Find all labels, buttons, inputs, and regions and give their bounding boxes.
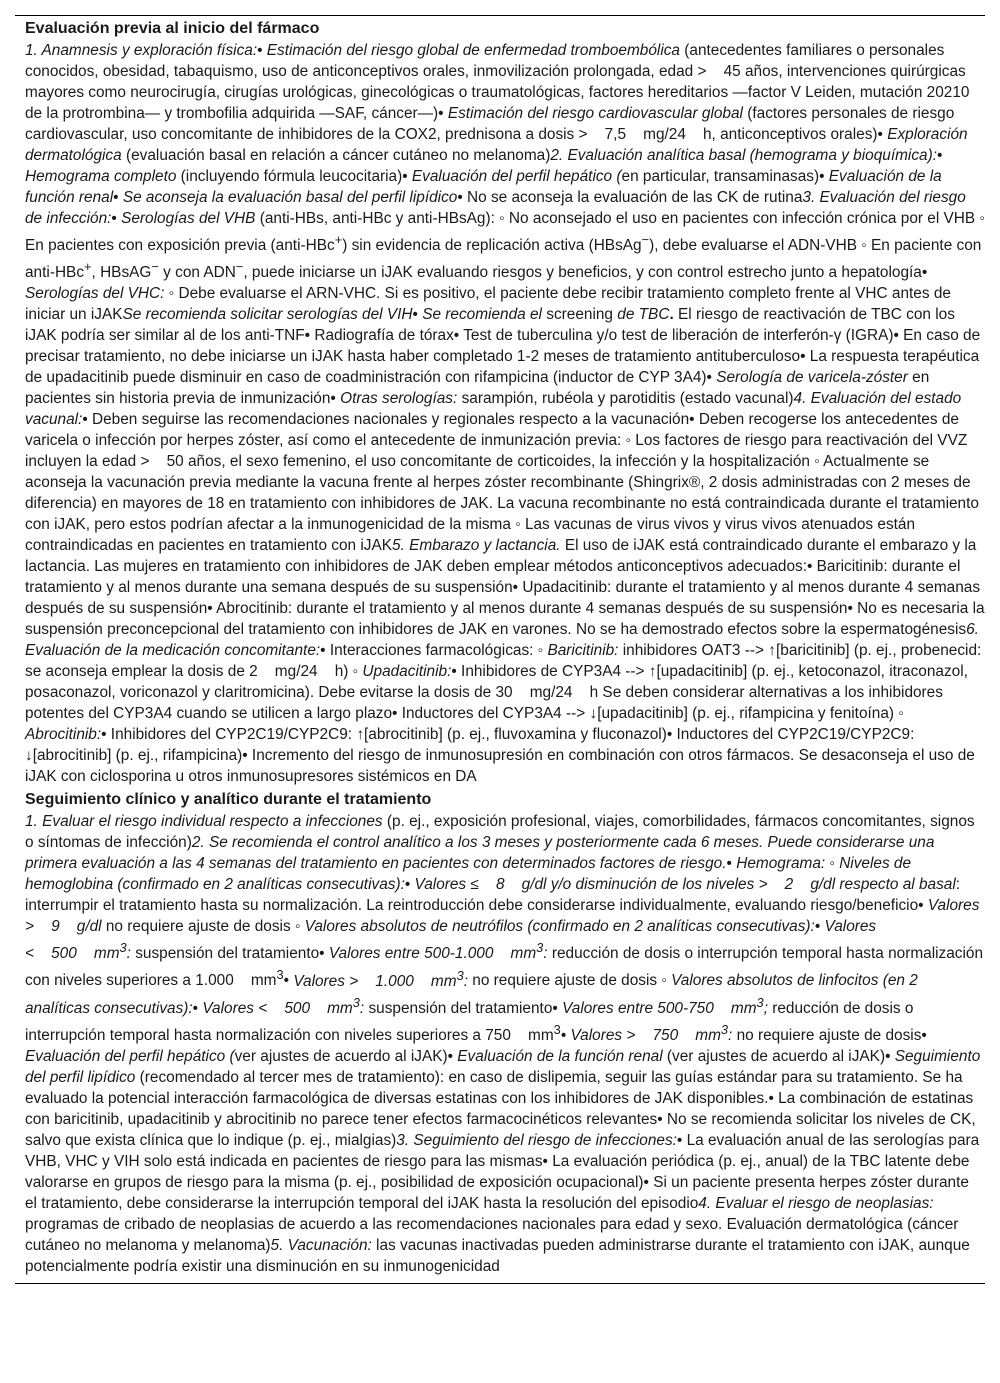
section-title: Evaluación previa al inicio del fármaco [25,20,320,37]
section-follow-up [15,789,985,1277]
document-page [0,15,1000,1383]
section-pre-treatment-evaluation [15,18,985,787]
top-rule [15,15,985,16]
bottom-rule [15,1283,985,1284]
section-body: 1. Anamnesis y exploración física:• Estimación del riesgo global de enfermedad tromboembólica (antecedentes familiares o personales conocidos, obesidad, tabaquismo, uso de anticonceptivos orales, inmovilización prolongada, edad > 45 años, intervenciones quirúrgicas mayores como neurocirugía, cirugías urológicas, ginecológicas o traumatológicas, factores hereditarios —factor V Leiden, mutación 20210 de la protrombina— y trombofilia adquirida —SAF, cáncer—)• Estimación del riesgo cardiovascular global (factores personales de riesgo cardiovascular, uso concomitante de inhibidores de la COX2, prednisona a dosis > 7,5 mg/24 h, anticonceptivos orales)• Exploración dermatológica (evaluación basal en relación a cáncer cutáneo no melanoma)2. Evaluación analítica basal (hemograma y bioquímica):• Hemograma completo (incluyendo fórmula leucocitaria)• Evaluación del perfil hepático (en particular, transaminasas)• Evaluación de la función renal• Se aconseja la evaluación basal del perfil lipídico• No se aconseja la evaluación de las CK de rutina3. Evaluación del riesgo de infección:• Serologías del VHB (anti-HBs, anti-HBc y anti-HBsAg): ◦ No aconsejado el uso en pacientes con infección crónica por el VHB ◦ En pacientes con exposición previa (anti-HBc+) sin evidencia de replicación activa (HBsAg−), debe evaluarse el ADN-VHB ◦ En paciente con anti-HBc+, HBsAG− y con ADN−, puede iniciarse un iJAK evaluando riesgos y beneficios, y con control estrecho junto a hepatología• Serologías del VHC: ◦ Debe evaluarse el ARN-VHC. Si es positivo, el paciente debe recibir tratamiento completo frente al VHC antes de iniciar un iJAKSe recomienda solicitar serologías del VIH• Se recomienda el screening de TBC. El riesgo de reactivación de TBC con los iJAK podría ser similar al de los anti-TNF• Radiografía de tórax• Test de tuberculina y/o test de liberación de interferón-γ (IGRA)• En caso de precisar tratamiento, no debe iniciarse un iJAK hasta haber completado 1-2 meses de tratamiento antituberculoso• La respuesta terapéutica de upadacitinib puede disminuir en caso de coadministración con rifampicina (inductor de CYP 3A4)• Serología de varicela-zóster en pacientes sin historia previa de inmunización• Otras serologías: sarampión, rubéola y parotiditis (estado vacunal)4. Evaluación del estado vacunal:• Deben seguirse las recomendaciones nacionales y regionales respecto a la vacunación• Deben recogerse los antecedentes de varicela o infección por herpes zóster, así como el antecedente de inmunización previa: ◦ Los factores de riesgo para reactivación del VVZ incluyen la edad > 50 años, el sexo femenino, el uso concomitante de corticoides, la infección y la hospitalización ◦ Actualmente se aconseja la vacunación previa mediante la vacuna frente al herpes zóster recombinante (Shingrix®, 2 dosis administradas con 2 meses de diferencia) en mayores de 18 en tratamiento con inhibidores de JAK. La vacuna recombinante no está contraindicada durante el tratamiento con iJAK, pero estos podrían afectar a la inmunogenicidad de la misma ◦ Las vacunas de virus vivos y virus vivos atenuados están contraindicadas en pacientes en tratamiento con iJAK5. Embarazo y lactancia. El uso de iJAK está contraindicado durante el embarazo y la lactancia. Las mujeres en tratamiento con inhibidores de JAK deben emplear métodos anticonceptivos adecuados:• Baricitinib: durante el tratamiento y al menos durante una semana después de su suspensión• Upadacitinib: durante el tratamiento y al menos durante 4 semanas después de su suspensión• Abrocitinib: durante el tratamiento y al menos durante 4 semanas después de su suspensión• No es necesaria la suspensión preconcepcional del tratamiento con inhibidores de JAK en varones. No se ha demostrado efectos sobre la espermatogénesis6. Evaluación de la medicación concomitante:• Interacciones farmacológicas: ◦ Baricitinib: inhibidores OAT3 --> ↑[baricitinib] (p. ej., probenecid: se aconseja emplear la dosis de 2 mg/24 h) ◦ Upadacitinib:• Inhibidores de CYP3A4 --> ↑[upadacitinib] (p. ej., ketoconazol, itraconazol, posaconazol, voriconazol y claritromicina). Debe evitarse la dosis de 30 mg/24 h Se deben considerar alternativas a los inhibidores potentes del CYP3A4 cuando se utilicen a largo plazo• Inductores del CYP3A4 --> ↓[upadacitinib] (p. ej., rifampicina y fenitoína) ◦ Abrocitinib:• Inhibidores del CYP2C19/CYP2C9: ↑[abrocitinib] (p. ej., fluvoxamina y fluconazol)• Inductores del CYP2C19/CYP2C9: ↓[abrocitinib] (p. ej., rifampicina)• Incremento del riesgo de inmunosupresión en combinación con otros fármacos. Se desaconseja el uso de iJAK con ciclosporina u otros inmunosupresores sistémicos en DA [25,42,985,786]
section-title: Seguimiento clínico y analítico durante el tratamiento [25,791,432,809]
section-body: 1. Evaluar el riesgo individual respecto a infecciones (p. ej., exposición profesional, viajes, comorbilidades, fármacos concomitantes, signos o síntomas de infección)2. Se recomienda el control analítico a los 3 meses y posteriormente cada 6 meses. Puede considerarse una primera evaluación a las 4 semanas del tratamiento en pacientes con determinados factores de riesgo.• Hemograma: ◦ Niveles de hemoglobina (confirmado en 2 analíticas consecutivas):• Valores ≤ 8 g/dl y/o disminución de los niveles > 2 g/dl respecto al basal: interrumpir el tratamiento hasta su normalización. La reintroducción debe considerarse individualmente, evaluando riesgo/beneficio• Valores > 9 g/dl no requiere ajuste de dosis ◦ Valores absolutos de neutrófilos (confirmado en 2 analíticas consecutivas):• Valores < 500 $mm^3$: suspensión del tratamiento• Valores entre 500-1.000 $mm^3$: reducción de dosis o interrupción temporal hasta normalización con niveles superiores a 1.000 $mm^3•$ Valores > 1.000 $mm^3$: no requiere ajuste de dosis ◦ Valores absolutos de linfocitos (en 2 analíticas consecutivas):• Valores < 500 $mm^3$: suspensión del tratamiento• Valores entre 500-750 $mm^3$; reducción de dosis o interrupción temporal hasta normalización con niveles superiores a 750 $mm^3•$ Valores > 750 $mm^3$: no requiere ajuste de dosis• Evaluación del perfil hepático (ver ajustes de acuerdo al iJAK)• Evaluación de la función renal (ver ajustes de acuerdo al iJAK)• Seguimiento del perfil lipídico (recomendado al tercer mes de tratamiento): en caso de dislipemia, seguir las guías estándar para su tratamiento. Se ha evaluado la potencial interacción farmacológica de diversas estatinas con los inhibidores de JAK disponibles.• La combinación de estatinas con baricitinib, upadacitinib y abrocitinib no parece tener efectos farmacocinéticos relevantes• No se recomienda solicitar los niveles de CK, salvo que exista clínica que lo indique (p. ej., mialgias)3. Seguimiento del riesgo de infecciones:• La evaluación anual de las serologías para VHB, VHC y VIH solo está indicada en pacientes de riesgo para las mismas• La evaluación periódica (p. ej., anual) de la TBC latente debe valorarse en grupos de riesgo para la misma (p. ej., posibilidad de exposición ocupacional)• Si un paciente presenta herpes zóster durante el tratamiento, debe considerarse la interrupción temporal del iJAK hasta la resolución del episodio4. Evaluar el riesgo de neoplasias: programas de cribado de neoplasias de acuerdo a las recomendaciones nacionales para edad y sexo. Evaluación dermatológica (cáncer cutáneo no melanoma y melanoma)5. Vacunación: las vacunas inactivadas pueden administrarse durante el tratamiento con iJAK, aunque potencialmente podría existir una disminución en su inmunogenicidad [25,813,984,1275]
